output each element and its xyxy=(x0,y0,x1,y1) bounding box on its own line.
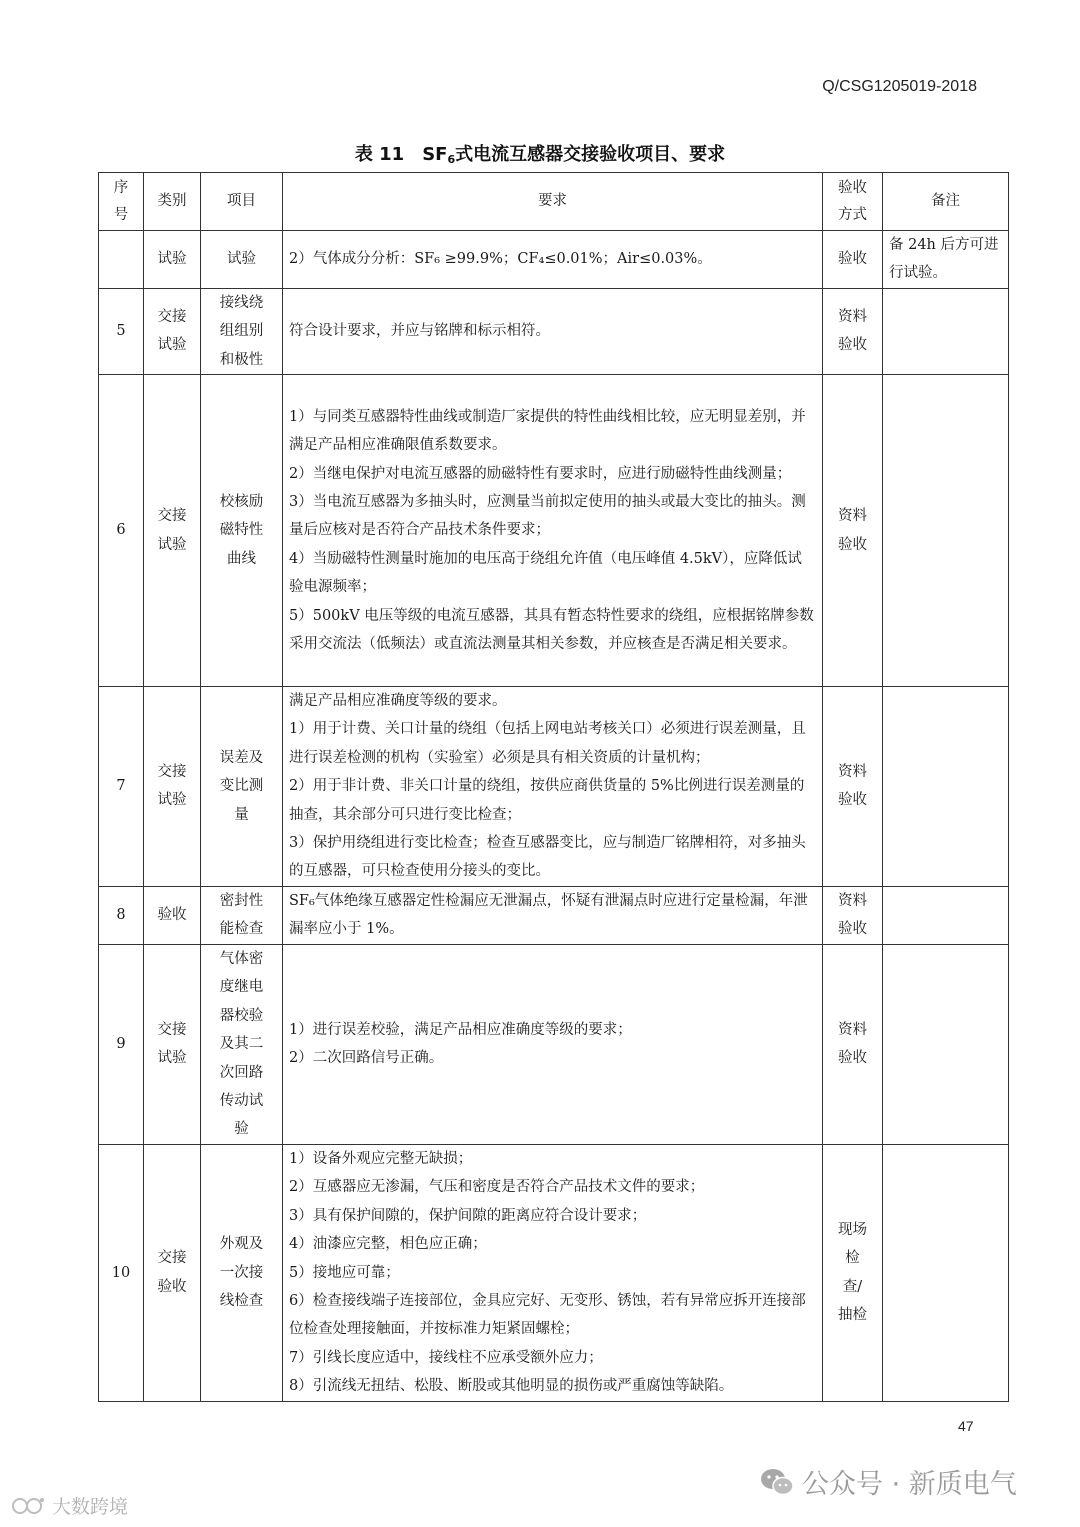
requirement-line: 2）互感器应无渗漏，气压和密度是否符合产品技术文件的要求； xyxy=(289,1179,705,1196)
requirement-line: 1）与同类互感器特性曲线或制造厂家提供的特性曲线相比较，应无明显差别，并满足产品相应准确限值系数要求。 xyxy=(289,408,806,454)
title-subscript: 6 xyxy=(447,153,456,166)
cell-item: 外观及一次接线检查 xyxy=(201,1144,283,1401)
cell-remark xyxy=(883,687,1009,887)
requirement-line: 5）接地应可靠； xyxy=(289,1264,400,1281)
requirement-line: 4）油漆应完整，相色应正确； xyxy=(289,1236,487,1253)
table-row xyxy=(99,944,1009,1144)
header-remark: 备注 xyxy=(883,173,1009,231)
cell-category: 试验 xyxy=(144,231,201,289)
header-row xyxy=(99,173,1009,231)
title-prefix: 表 11 SF xyxy=(354,144,448,165)
cell-category: 交接试验 xyxy=(144,375,201,687)
cell-item: 气体密度继电器校验及其二次回路传动试验 xyxy=(201,944,283,1144)
table-row xyxy=(99,886,1009,944)
watermark-right-text: 公众号 · 新质电气 xyxy=(802,1469,1017,1500)
cell-item: 校核励磁特性曲线 xyxy=(201,375,283,687)
document-code: Q/CSG1205019-2018 xyxy=(822,78,977,95)
table-row xyxy=(99,1144,1009,1401)
requirement-line: 3）保护用绕组进行变比检查；检查互感器变比，应与制造厂铭牌相符，对多抽头的互感器，可只检查使用分接头的变比。 xyxy=(289,835,806,880)
requirement-line: 7）引线长度应适中，接线柱不应承受额外应力； xyxy=(289,1349,603,1366)
cell-method: 资料验收 xyxy=(823,288,883,374)
requirement-line: 8）引流线无扭结、松股、断股或其他明显的损伤或严重腐蚀等缺陷。 xyxy=(289,1378,734,1395)
requirement-line: 4）当励磁特性测量时施加的电压高于绕组允许值（电压峰值 4.5kV），应降低试验电源频率； xyxy=(289,550,802,596)
cell-requirement xyxy=(283,1144,823,1401)
requirement-line: 1）用于计费、关口计量的绕组（包括上网电站考核关口）必须进行误差测量，且进行误差检测的机构（实验室）必须是具有相关资质的计量机构； xyxy=(289,721,806,766)
table-row xyxy=(99,375,1009,687)
cell-method: 资料验收 xyxy=(823,886,883,944)
cell-remark xyxy=(883,944,1009,1144)
header-category: 类别 xyxy=(144,173,201,231)
cell-requirement xyxy=(283,288,823,374)
requirement-line: 2）二次回路信号正确。 xyxy=(289,1050,444,1067)
header-requirement: 要求 xyxy=(283,173,823,231)
cell-remark xyxy=(883,886,1009,944)
requirement-line: 满足产品相应准确度等级的要求。 xyxy=(289,693,507,710)
table-row xyxy=(99,288,1009,374)
header-method: 验收方式 xyxy=(823,173,883,231)
requirement-line: 6）检查接线端子连接部位，金具应完好、无变形、锈蚀，若有异常应拆开连接部位检查处理接触面，并按标准力矩紧固螺栓； xyxy=(289,1292,806,1338)
watermark-left-text: 大数跨境 xyxy=(52,1496,129,1518)
header-item: 项目 xyxy=(201,173,283,231)
requirement-line: 符合设计要求，并应与铭牌和标示相符。 xyxy=(289,323,550,340)
cell-requirement xyxy=(283,375,823,687)
cell-category: 交接试验 xyxy=(144,944,201,1144)
acceptance-table xyxy=(98,172,1009,1402)
requirement-line: SF₆气体绝缘互感器定性检漏应无泄漏点，怀疑有泄漏点时应进行定量检漏，年泄漏率应小于 1%。 xyxy=(289,892,808,938)
cell-requirement xyxy=(283,944,823,1144)
cell-seq: 9 xyxy=(99,944,144,1144)
cell-remark: 备 24h 后方可进行试验。 xyxy=(883,231,1009,289)
cell-remark xyxy=(883,1144,1009,1401)
cell-requirement xyxy=(283,886,823,944)
requirement-line: 2）气体成分分析：SF₆ ≥99.9%；CF₄≤0.01%；Air≤0.03%。 xyxy=(289,251,712,268)
cell-seq: 5 xyxy=(99,288,144,374)
requirement-line: 3）具有保护间隙的，保护间隙的距离应符合设计要求； xyxy=(289,1207,647,1224)
cell-seq: 7 xyxy=(99,687,144,887)
requirement-line: 2）当继电保护对电流互感器的励磁特性有要求时，应进行励磁特性曲线测量； xyxy=(289,465,792,482)
cell-category: 交接试验 xyxy=(144,288,201,374)
cell-item: 密封性能检查 xyxy=(201,886,283,944)
cell-remark xyxy=(883,375,1009,687)
cell-seq xyxy=(99,231,144,289)
requirement-line: 2）用于非计费、非关口计量的绕组，按供应商供货量的 5%比例进行误差测量的抽查，其余部分可只进行变比检查； xyxy=(289,778,805,823)
cell-requirement xyxy=(283,231,823,289)
table-body xyxy=(99,231,1009,1402)
watermark-left xyxy=(12,1492,128,1519)
cell-remark xyxy=(883,288,1009,374)
cell-seq: 10 xyxy=(99,1144,144,1401)
watermark-right xyxy=(760,1462,1017,1501)
cell-category: 交接试验 xyxy=(144,687,201,887)
table-title xyxy=(0,140,1080,166)
cell-requirement xyxy=(283,687,823,887)
requirement-line: 5）500kV 电压等级的电流互感器，其具有暂态特性要求的绕组，应根据铭牌参数采用交流法（低频法）或直流法测量其相关参数，并应核查是否满足相关要求。 xyxy=(289,607,814,652)
table-row xyxy=(99,231,1009,289)
cell-seq: 8 xyxy=(99,886,144,944)
title-suffix: 式电流互感器交接验收项目、要求 xyxy=(455,144,726,165)
cell-seq: 6 xyxy=(99,375,144,687)
cell-method: 现场检查/抽检 xyxy=(823,1144,883,1401)
cell-method: 资料验收 xyxy=(823,944,883,1144)
cell-method: 资料验收 xyxy=(823,687,883,887)
wechat-icon xyxy=(760,1467,794,1497)
header-seq: 序号 xyxy=(99,173,144,231)
requirement-line: 3）当电流互感器为多抽头时，应测量当前拟定使用的抽头或最大变比的抽头。测量后应核对是否符合产品技术条件要求； xyxy=(289,493,806,539)
cell-item: 接线绕组组别和极性 xyxy=(201,288,283,374)
cell-item: 试验 xyxy=(201,231,283,289)
cell-category: 验收 xyxy=(144,886,201,944)
page-number: 47 xyxy=(958,1418,974,1434)
cell-method: 验收 xyxy=(823,231,883,289)
brand-logo-icon xyxy=(12,1495,46,1517)
table-row xyxy=(99,687,1009,887)
cell-item: 误差及变比测量 xyxy=(201,687,283,887)
cell-category: 交接验收 xyxy=(144,1144,201,1401)
requirement-line: 1）进行误差校验，满足产品相应准确度等级的要求； xyxy=(289,1021,632,1038)
requirement-line: 1）设备外观应完整无缺损； xyxy=(289,1150,473,1167)
cell-method: 资料验收 xyxy=(823,375,883,687)
